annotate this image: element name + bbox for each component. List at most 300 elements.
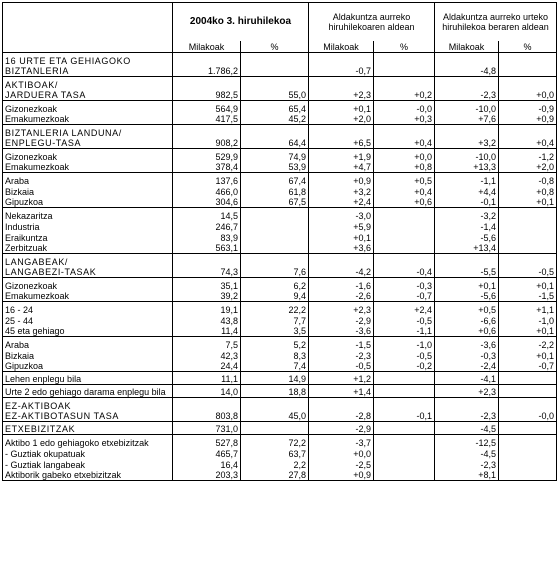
year-change-thousands: +2,3 bbox=[435, 385, 499, 398]
row-label-line: JARDUERA TASA bbox=[5, 90, 86, 100]
row-label-line: Bizkaia bbox=[5, 350, 35, 361]
year-change-percent bbox=[499, 470, 557, 481]
quarter-change-thousands: -2,6 bbox=[309, 291, 374, 302]
value-thousands: 982,5 bbox=[173, 77, 241, 101]
year-change-percent: +0,1 bbox=[499, 350, 557, 361]
quarter-change-thousands: +2,0 bbox=[309, 114, 374, 125]
value-percent: 18,8 bbox=[241, 385, 309, 398]
value-percent: 2,2 bbox=[241, 459, 309, 470]
quarter-change-thousands: +1,2 bbox=[309, 372, 374, 385]
quarter-change-percent bbox=[374, 372, 435, 385]
header-year-change bbox=[435, 3, 557, 41]
row-label-line: Lehen enplegu bila bbox=[5, 374, 82, 384]
year-change-thousands: -1,4 bbox=[435, 221, 499, 232]
quarter-change-percent: +0,6 bbox=[374, 197, 435, 208]
year-change-thousands: +13,3 bbox=[435, 162, 499, 173]
value-thousands: 466,0 bbox=[173, 186, 241, 197]
year-change-percent: +0,9 bbox=[499, 114, 557, 125]
row-label-line: 25 - 44 bbox=[5, 315, 34, 326]
value-thousands: 42,3 bbox=[173, 350, 241, 361]
header-quarter-change-line1: Aldakuntza aurreko bbox=[332, 11, 411, 22]
year-change-thousands: +0,6 bbox=[435, 326, 499, 337]
quarter-change-percent bbox=[374, 53, 435, 77]
year-change-thousands: +0,1 bbox=[435, 278, 499, 291]
year-change-percent bbox=[499, 448, 557, 459]
table-row bbox=[3, 162, 557, 173]
table-row bbox=[3, 372, 557, 385]
value-percent: 7,4 bbox=[241, 361, 309, 372]
year-change-thousands: -6,6 bbox=[435, 315, 499, 326]
quarter-change-percent: +0,4 bbox=[374, 186, 435, 197]
year-change-thousands: -2,3 bbox=[435, 398, 499, 422]
table-row bbox=[3, 350, 557, 361]
header-year-change-line1: Aldakuntza aurreko urteko bbox=[442, 11, 549, 22]
quarter-change-thousands: +3,6 bbox=[309, 243, 374, 254]
row-label bbox=[3, 243, 173, 254]
value-percent bbox=[241, 422, 309, 435]
value-percent: 3,5 bbox=[241, 326, 309, 337]
table-row bbox=[3, 278, 557, 291]
year-change-thousands: -4,1 bbox=[435, 372, 499, 385]
value-thousands: 39,2 bbox=[173, 291, 241, 302]
header-year-thousands: Milakoak bbox=[435, 41, 499, 53]
row-label-line: LANGABEZI-TASAK bbox=[5, 267, 97, 277]
row-label-line: Emakumezkoak bbox=[5, 114, 70, 124]
year-change-thousands: +7,6 bbox=[435, 114, 499, 125]
value-percent: 67,4 bbox=[241, 173, 309, 186]
quarter-change-percent bbox=[374, 221, 435, 232]
quarter-change-percent: +0,0 bbox=[374, 149, 435, 162]
year-change-thousands: -4,5 bbox=[435, 448, 499, 459]
table-row bbox=[3, 197, 557, 208]
row-label bbox=[3, 291, 173, 302]
table-row bbox=[3, 361, 557, 372]
quarter-change-percent bbox=[374, 243, 435, 254]
row-label-line: 16 - 24 bbox=[5, 304, 34, 315]
value-percent: 65,4 bbox=[241, 101, 309, 114]
quarter-change-thousands: +0,9 bbox=[309, 173, 374, 186]
quarter-change-thousands: -2,9 bbox=[309, 422, 374, 435]
row-label bbox=[3, 448, 173, 459]
table-row bbox=[3, 114, 557, 125]
header-row-top bbox=[3, 3, 557, 41]
labour-statistics-table bbox=[2, 2, 557, 481]
row-label-line: Emakumezkoak bbox=[5, 162, 70, 172]
row-label bbox=[3, 197, 173, 208]
year-change-thousands: -3,2 bbox=[435, 208, 499, 221]
table-row bbox=[3, 422, 557, 435]
quarter-change-percent: +0,8 bbox=[374, 162, 435, 173]
year-change-percent: -2,2 bbox=[499, 337, 557, 350]
year-change-percent: -0,8 bbox=[499, 173, 557, 186]
year-change-percent bbox=[499, 221, 557, 232]
row-label-line: AKTIBOAK/ bbox=[5, 80, 58, 90]
header-quarter-thousands: Milakoak bbox=[309, 41, 374, 53]
quarter-change-thousands: +3,2 bbox=[309, 186, 374, 197]
value-thousands: 563,1 bbox=[173, 243, 241, 254]
value-thousands: 378,4 bbox=[173, 162, 241, 173]
table-row bbox=[3, 326, 557, 337]
row-label-line: Zerbitzuak bbox=[5, 243, 48, 253]
year-change-percent bbox=[499, 422, 557, 435]
quarter-change-percent: -0,5 bbox=[374, 315, 435, 326]
value-percent: 72,2 bbox=[241, 435, 309, 448]
row-label-line: Eraikuntza bbox=[5, 232, 48, 243]
quarter-change-thousands: +1,4 bbox=[309, 385, 374, 398]
table-row bbox=[3, 315, 557, 326]
value-percent: 45,2 bbox=[241, 114, 309, 125]
quarter-change-percent: +0,2 bbox=[374, 77, 435, 101]
row-label bbox=[3, 254, 173, 278]
year-change-thousands: -10,0 bbox=[435, 149, 499, 162]
value-percent bbox=[241, 221, 309, 232]
row-label bbox=[3, 221, 173, 232]
value-thousands: 43,8 bbox=[173, 315, 241, 326]
quarter-change-thousands: +2,3 bbox=[309, 77, 374, 101]
quarter-change-thousands: +0,1 bbox=[309, 232, 374, 243]
year-change-percent bbox=[499, 435, 557, 448]
year-change-percent: +0,4 bbox=[499, 125, 557, 149]
year-change-percent: -1,5 bbox=[499, 291, 557, 302]
year-change-percent bbox=[499, 232, 557, 243]
quarter-change-percent: -0,0 bbox=[374, 101, 435, 114]
table-row bbox=[3, 448, 557, 459]
quarter-change-percent: -0,7 bbox=[374, 291, 435, 302]
header-year-change-line2: hiruhilekoa beraren aldean bbox=[442, 21, 549, 32]
table-row bbox=[3, 221, 557, 232]
row-label bbox=[3, 350, 173, 361]
row-label bbox=[3, 101, 173, 114]
value-percent: 8,3 bbox=[241, 350, 309, 361]
row-label-line: 16 URTE ETA GEHIAGOKO bbox=[5, 56, 131, 66]
quarter-change-percent: -0,3 bbox=[374, 278, 435, 291]
quarter-change-percent: -0,5 bbox=[374, 350, 435, 361]
quarter-change-thousands: -4,2 bbox=[309, 254, 374, 278]
year-change-percent bbox=[499, 208, 557, 221]
quarter-change-thousands: -2,5 bbox=[309, 459, 374, 470]
year-change-thousands: -2,3 bbox=[435, 77, 499, 101]
row-label bbox=[3, 385, 173, 398]
quarter-change-percent bbox=[374, 448, 435, 459]
value-thousands: 908,2 bbox=[173, 125, 241, 149]
row-label bbox=[3, 232, 173, 243]
value-percent: 6,2 bbox=[241, 278, 309, 291]
value-thousands: 19,1 bbox=[173, 302, 241, 315]
row-label-line: BIZTANLERIA LANDUNA/ bbox=[5, 128, 122, 138]
year-change-thousands: +8,1 bbox=[435, 470, 499, 481]
row-label-line: Aktibo 1 edo gehiagoko etxebizitzak bbox=[5, 437, 149, 448]
quarter-change-thousands: +5,9 bbox=[309, 221, 374, 232]
row-label-line: Emakumezkoak bbox=[5, 291, 70, 301]
quarter-change-percent bbox=[374, 435, 435, 448]
year-change-thousands: -10,0 bbox=[435, 101, 499, 114]
quarter-change-percent: -0,4 bbox=[374, 254, 435, 278]
value-thousands: 14,5 bbox=[173, 208, 241, 221]
quarter-change-thousands: -3,6 bbox=[309, 326, 374, 337]
year-change-thousands: -5,5 bbox=[435, 254, 499, 278]
row-label bbox=[3, 470, 173, 481]
table-row bbox=[3, 243, 557, 254]
row-label-line: LANGABEAK/ bbox=[5, 257, 69, 267]
value-percent: 7,7 bbox=[241, 315, 309, 326]
value-thousands: 417,5 bbox=[173, 114, 241, 125]
year-change-percent: -1,0 bbox=[499, 315, 557, 326]
table-row bbox=[3, 459, 557, 470]
quarter-change-thousands: -1,5 bbox=[309, 337, 374, 350]
header-year-percent: % bbox=[499, 41, 557, 53]
row-label bbox=[3, 208, 173, 221]
table-row bbox=[3, 149, 557, 162]
row-label-line: Nekazaritza bbox=[5, 210, 53, 221]
value-percent bbox=[241, 232, 309, 243]
row-label bbox=[3, 173, 173, 186]
year-change-thousands: -3,6 bbox=[435, 337, 499, 350]
year-change-percent: +1,1 bbox=[499, 302, 557, 315]
value-percent bbox=[241, 53, 309, 77]
value-percent: 27,8 bbox=[241, 470, 309, 481]
value-thousands: 564,9 bbox=[173, 101, 241, 114]
quarter-change-percent bbox=[374, 422, 435, 435]
row-label-line: Industria bbox=[5, 221, 40, 232]
year-change-percent: -0,9 bbox=[499, 101, 557, 114]
year-change-percent: +0,8 bbox=[499, 186, 557, 197]
year-change-percent bbox=[499, 53, 557, 77]
header-period-title: 2004ko 3. hiruhilekoa bbox=[173, 3, 309, 41]
row-label bbox=[3, 149, 173, 162]
value-percent: 67,5 bbox=[241, 197, 309, 208]
year-change-thousands: +0,5 bbox=[435, 302, 499, 315]
year-change-thousands: +3,2 bbox=[435, 125, 499, 149]
quarter-change-thousands: -3,7 bbox=[309, 435, 374, 448]
row-label-line: Araba bbox=[5, 175, 30, 186]
value-percent bbox=[241, 243, 309, 254]
value-thousands: 74,3 bbox=[173, 254, 241, 278]
quarter-change-percent bbox=[374, 385, 435, 398]
row-label bbox=[3, 53, 173, 77]
table-row bbox=[3, 302, 557, 315]
row-label bbox=[3, 459, 173, 470]
table-row bbox=[3, 186, 557, 197]
header-quarter-percent: % bbox=[374, 41, 435, 53]
value-thousands: 24,4 bbox=[173, 361, 241, 372]
row-label-line: Gipuzkoa bbox=[5, 197, 44, 207]
year-change-percent: +0,1 bbox=[499, 197, 557, 208]
year-change-thousands: -5,6 bbox=[435, 291, 499, 302]
row-label bbox=[3, 77, 173, 101]
quarter-change-percent: +0,5 bbox=[374, 173, 435, 186]
row-label bbox=[3, 315, 173, 326]
quarter-change-thousands: +1,9 bbox=[309, 149, 374, 162]
row-label bbox=[3, 337, 173, 350]
row-label-line: Gizonezkoak bbox=[5, 151, 58, 162]
year-change-percent: +0,0 bbox=[499, 77, 557, 101]
quarter-change-percent bbox=[374, 208, 435, 221]
quarter-change-thousands: -2,3 bbox=[309, 350, 374, 361]
row-label-line: Aktiborik gabeko etxebizitzak bbox=[5, 470, 122, 480]
value-thousands: 203,3 bbox=[173, 470, 241, 481]
year-change-thousands: +13,4 bbox=[435, 243, 499, 254]
row-label-line: EZ-AKTIBOTASUN TASA bbox=[5, 411, 119, 421]
year-change-percent bbox=[499, 243, 557, 254]
row-label bbox=[3, 278, 173, 291]
year-change-percent bbox=[499, 372, 557, 385]
quarter-change-thousands: +2,4 bbox=[309, 197, 374, 208]
row-label-line: 45 eta gehiago bbox=[5, 326, 65, 336]
row-label bbox=[3, 125, 173, 149]
value-percent: 64,4 bbox=[241, 125, 309, 149]
row-label-line: ETXEBIZITZAK bbox=[5, 424, 76, 434]
year-change-thousands: -1,1 bbox=[435, 173, 499, 186]
row-label-line: Araba bbox=[5, 339, 30, 350]
row-label bbox=[3, 398, 173, 422]
year-change-thousands: -4,8 bbox=[435, 53, 499, 77]
quarter-change-thousands: +0,1 bbox=[309, 101, 374, 114]
value-thousands: 529,9 bbox=[173, 149, 241, 162]
value-thousands: 246,7 bbox=[173, 221, 241, 232]
year-change-percent: -0,5 bbox=[499, 254, 557, 278]
quarter-change-thousands: +6,5 bbox=[309, 125, 374, 149]
value-percent: 61,8 bbox=[241, 186, 309, 197]
quarter-change-percent: -0,2 bbox=[374, 361, 435, 372]
row-label-line: Gipuzkoa bbox=[5, 361, 44, 371]
table-row bbox=[3, 398, 557, 422]
year-change-percent: +0,1 bbox=[499, 278, 557, 291]
value-thousands: 527,8 bbox=[173, 435, 241, 448]
quarter-change-thousands: -0,7 bbox=[309, 53, 374, 77]
table-row bbox=[3, 232, 557, 243]
year-change-percent: -0,7 bbox=[499, 361, 557, 372]
value-percent: 5,2 bbox=[241, 337, 309, 350]
value-percent: 63,7 bbox=[241, 448, 309, 459]
value-percent bbox=[241, 208, 309, 221]
row-label-line: Urte 2 edo gehiago darama enplegu bila bbox=[5, 387, 166, 397]
quarter-change-thousands: +4,7 bbox=[309, 162, 374, 173]
value-percent: 14,9 bbox=[241, 372, 309, 385]
row-label-line: ENPLEGU-TASA bbox=[5, 138, 82, 148]
quarter-change-percent: +0,3 bbox=[374, 114, 435, 125]
quarter-change-percent bbox=[374, 459, 435, 470]
quarter-change-percent: -1,1 bbox=[374, 326, 435, 337]
year-change-thousands: -2,4 bbox=[435, 361, 499, 372]
table-row bbox=[3, 53, 557, 77]
year-change-thousands: -0,1 bbox=[435, 197, 499, 208]
year-change-thousands: -0,3 bbox=[435, 350, 499, 361]
table-row bbox=[3, 337, 557, 350]
year-change-percent: -0,0 bbox=[499, 398, 557, 422]
quarter-change-thousands: -1,6 bbox=[309, 278, 374, 291]
row-label bbox=[3, 302, 173, 315]
value-thousands: 16,4 bbox=[173, 459, 241, 470]
year-change-thousands: -12,5 bbox=[435, 435, 499, 448]
header-blank-cell bbox=[3, 3, 173, 53]
value-thousands: 803,8 bbox=[173, 398, 241, 422]
row-label-line: - Guztiak langabeak bbox=[5, 459, 86, 470]
row-label bbox=[3, 114, 173, 125]
value-thousands: 14,0 bbox=[173, 385, 241, 398]
value-percent: 7,6 bbox=[241, 254, 309, 278]
quarter-change-percent: -0,1 bbox=[374, 398, 435, 422]
row-label bbox=[3, 186, 173, 197]
header-thousands: Milakoak bbox=[173, 41, 241, 53]
row-label bbox=[3, 361, 173, 372]
value-thousands: 11,1 bbox=[173, 372, 241, 385]
row-label bbox=[3, 372, 173, 385]
quarter-change-thousands: -0,5 bbox=[309, 361, 374, 372]
row-label-line: BIZTANLERIA bbox=[5, 66, 69, 76]
header-quarter-change bbox=[309, 3, 435, 41]
value-percent: 45,0 bbox=[241, 398, 309, 422]
value-thousands: 35,1 bbox=[173, 278, 241, 291]
row-label-line: - Guztiak okupatuak bbox=[5, 448, 86, 459]
quarter-change-percent bbox=[374, 232, 435, 243]
row-label bbox=[3, 422, 173, 435]
row-label-line: Bizkaia bbox=[5, 186, 35, 197]
quarter-change-percent: -1,0 bbox=[374, 337, 435, 350]
value-thousands: 465,7 bbox=[173, 448, 241, 459]
year-change-percent: +2,0 bbox=[499, 162, 557, 173]
table-row bbox=[3, 173, 557, 186]
quarter-change-thousands: -2,8 bbox=[309, 398, 374, 422]
value-thousands: 1.786,2 bbox=[173, 53, 241, 77]
table-row bbox=[3, 254, 557, 278]
year-change-percent bbox=[499, 459, 557, 470]
year-change-thousands: -4,5 bbox=[435, 422, 499, 435]
header-percent: % bbox=[241, 41, 309, 53]
quarter-change-thousands: +2,3 bbox=[309, 302, 374, 315]
row-label bbox=[3, 435, 173, 448]
value-thousands: 83,9 bbox=[173, 232, 241, 243]
value-percent: 74,9 bbox=[241, 149, 309, 162]
row-label-line: Gizonezkoak bbox=[5, 103, 58, 114]
year-change-thousands: -2,3 bbox=[435, 459, 499, 470]
row-label-line: EZ-AKTIBOAK bbox=[5, 401, 72, 411]
value-percent: 22,2 bbox=[241, 302, 309, 315]
year-change-percent bbox=[499, 385, 557, 398]
value-percent: 53,9 bbox=[241, 162, 309, 173]
row-label bbox=[3, 326, 173, 337]
quarter-change-percent bbox=[374, 470, 435, 481]
value-thousands: 11,4 bbox=[173, 326, 241, 337]
year-change-thousands: -5,6 bbox=[435, 232, 499, 243]
row-label bbox=[3, 162, 173, 173]
value-thousands: 304,6 bbox=[173, 197, 241, 208]
quarter-change-percent: +0,4 bbox=[374, 125, 435, 149]
table-row bbox=[3, 125, 557, 149]
year-change-percent: -1,2 bbox=[499, 149, 557, 162]
quarter-change-thousands: -2,9 bbox=[309, 315, 374, 326]
table-row bbox=[3, 101, 557, 114]
year-change-percent: +0,1 bbox=[499, 326, 557, 337]
year-change-thousands: +4,4 bbox=[435, 186, 499, 197]
quarter-change-percent: +2,4 bbox=[374, 302, 435, 315]
value-thousands: 731,0 bbox=[173, 422, 241, 435]
table-row bbox=[3, 291, 557, 302]
value-thousands: 137,6 bbox=[173, 173, 241, 186]
table-row bbox=[3, 470, 557, 481]
header-quarter-change-line2: hiruhilekoaren aldean bbox=[328, 21, 415, 32]
quarter-change-thousands: -3,0 bbox=[309, 208, 374, 221]
table-row bbox=[3, 385, 557, 398]
quarter-change-thousands: +0,9 bbox=[309, 470, 374, 481]
table-row bbox=[3, 435, 557, 448]
row-label-line: Gizonezkoak bbox=[5, 280, 58, 291]
value-percent: 9,4 bbox=[241, 291, 309, 302]
quarter-change-thousands: +0,0 bbox=[309, 448, 374, 459]
value-thousands: 7,5 bbox=[173, 337, 241, 350]
value-percent: 55,0 bbox=[241, 77, 309, 101]
table-row bbox=[3, 77, 557, 101]
table-row bbox=[3, 208, 557, 221]
